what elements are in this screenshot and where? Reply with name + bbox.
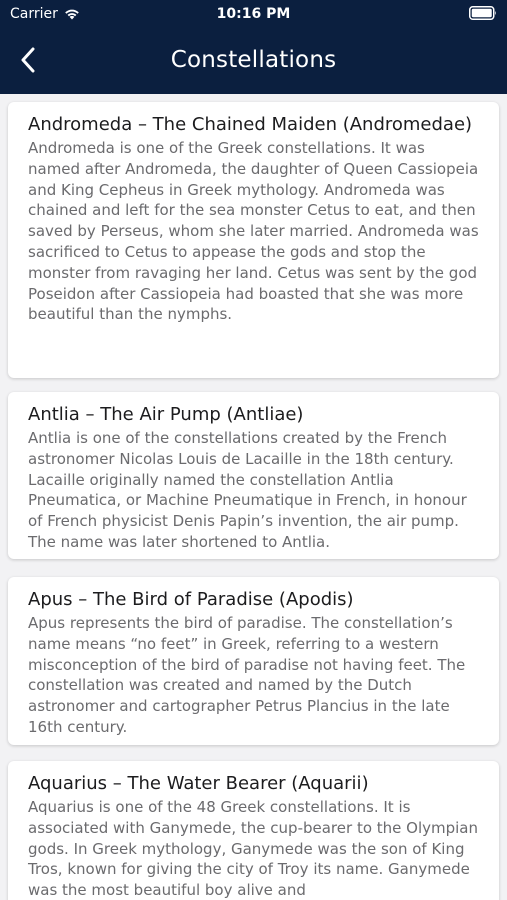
battery-icon	[469, 6, 497, 20]
constellation-card-apus[interactable]	[8, 577, 499, 745]
constellation-card-antlia[interactable]	[8, 392, 499, 559]
carrier-label: Carrier	[10, 6, 58, 22]
constellation-title: Aquarius – The Water Bearer (Aquarii)	[28, 773, 369, 794]
constellation-card-aquarius[interactable]	[8, 761, 499, 900]
constellation-title: Antlia – The Air Pump (Antliae)	[28, 404, 304, 425]
status-bar	[0, 0, 507, 30]
constellation-description: Andromeda is one of the Greek constellations. It was named after Andromeda, the daughter of Queen Cassiopeia and King Cepheus in Greek mythology. Andromeda was chained and left for the sea monster Cetus to eat, and then saved by Perseus, whom she later married. Andromeda was sacrificed to Cetus to appease the gods and stop the monster from ravaging her land. Cetus was sent by the god Poseidon after Cassiopeia had boasted that she was more beautiful than the nymphs.	[28, 139, 479, 324]
constellation-description: Apus represents the bird of paradise. The constellation’s name means “no feet” in Greek, referring to a western misconception of the bird of paradise not having feet. The constellation was created and named by the Dutch astronomer and cartographer Petrus Plancius in the late 16th century.	[28, 614, 466, 736]
navigation-header	[0, 0, 507, 94]
constellation-list[interactable]	[0, 94, 507, 900]
constellation-title: Apus – The Bird of Paradise (Apodis)	[28, 589, 354, 610]
status-time: 10:16 PM	[216, 6, 291, 22]
page-title: Constellations	[170, 47, 337, 73]
constellation-card-andromeda[interactable]	[8, 102, 499, 378]
constellation-description: Aquarius is one of the 48 Greek constellations. It is associated with Ganymede, the cup-bearer to the Olympian gods. In Greek mythology, Ganymede was the son of King Tros, known for giving the city of Troy its name. Ganymede was the most beautiful boy alive and	[28, 798, 478, 900]
constellation-title: Andromeda – The Chained Maiden (Andromedae)	[28, 114, 473, 135]
constellation-description: Antlia is one of the constellations created by the French astronomer Nicolas Louis de Lacaille in the 18th century. Lacaille originally named the constellation Antlia Pneumatica, or Machine Pneumatique in French, in honour of French physicist Denis Papin’s invention, the air pump. The name was later shortened to Antlia.	[28, 429, 467, 551]
